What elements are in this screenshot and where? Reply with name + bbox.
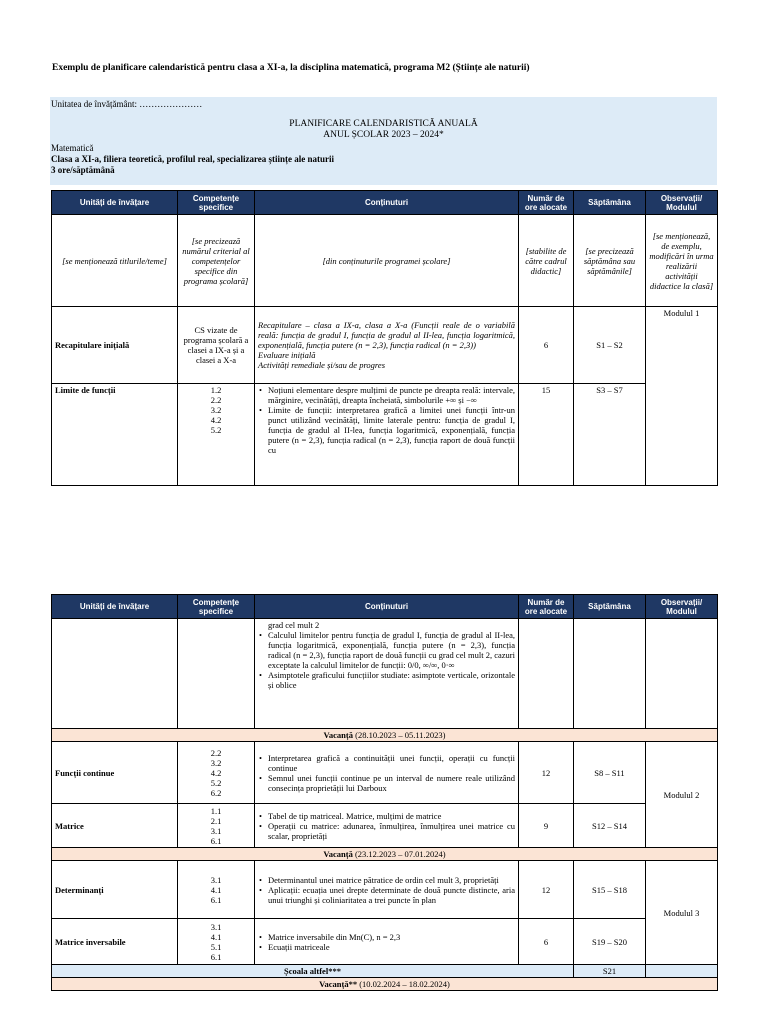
header-competences: Competențe specifice [178, 595, 255, 619]
competence-item: 5.1 [210, 941, 222, 952]
unit-limits: Limite de funcții [52, 384, 178, 486]
competence-item: 3.1 [210, 825, 222, 836]
header-observations: Observații/ Modulul [646, 191, 718, 215]
competence-item: 6.2 [210, 787, 222, 798]
content-bullet: • Noțiuni elementare despre mulțimi de puncte pe dreapta reală: intervale, mărginire, vecinătăți, dreapta încheiată, simbolurile +∞ și −∞ [268, 385, 515, 405]
competence-item: 5.2 [210, 777, 222, 788]
header-units: Unități de învățare [52, 191, 178, 215]
unit-determinants: Determinanți [52, 861, 178, 919]
competence-item: 6.1 [210, 951, 222, 962]
vacation-dates: (28.10.2023 – 05.11.2023) [352, 730, 446, 740]
content-recap-eval: Evaluare inițială [258, 350, 316, 360]
content-bullet: • Operații cu matrice: adunarea, înmulțirea, înmulțirea unei matrice cu scalar, proprietăți [268, 821, 515, 841]
guide-row [52, 215, 718, 307]
competence-item: 1.2 [210, 385, 222, 395]
week-limits: S3 – S7 [574, 384, 646, 486]
content-bullet: • Matrice inversabile din Mn(C), n = 2,3 [268, 932, 515, 942]
competence-item: 4.1 [210, 931, 222, 942]
competences-recap: CS vizate de programa școlară a clasei a IX-a și a clasei a X-a [178, 307, 255, 384]
header-competences: Competențe specifice [178, 191, 255, 215]
header-units: Unități de învățare [52, 595, 178, 619]
guide-hours: [stabilite de către cadrul didactic] [519, 215, 574, 307]
week-matrices: S12 – S14 [574, 804, 646, 848]
header-contents: Conținuturi [255, 595, 519, 619]
competence-item: 3.1 [210, 874, 222, 885]
content-recap-remedial: Activități remediale și/sau de progres [258, 360, 386, 370]
school-different-label: Școala altfel*** [52, 965, 574, 978]
table-row [52, 804, 718, 848]
content-bullet: • Interpretarea grafică a continuității unei funcții, operații cu funcții continue [268, 753, 515, 773]
competence-item: 3.2 [210, 405, 222, 415]
header-week: Săptămâna [574, 595, 646, 619]
guide-contents: [din conținuturile programei școlare] [255, 215, 519, 307]
table-row [52, 384, 718, 486]
week-inverse: S19 – S20 [574, 919, 646, 965]
content-bullet: • Ecuații matriceale [268, 942, 515, 952]
content-bullet: • Determinantul unei matrice pătratice de ordin cel mult 3, proprietăți [268, 875, 515, 885]
vacation-dates: (10.02.2024 – 18.02.2024) [357, 979, 450, 989]
guide-units: [se menționează titlurile/teme] [52, 215, 178, 307]
competence-item: 2.1 [210, 815, 222, 826]
table-row [52, 861, 718, 919]
plan-title: PLANIFICARE CALENDARISTICĂ ANUALĂ [289, 119, 478, 129]
school-different-week: S21 [574, 965, 646, 978]
vacation-dates: (23.12.2023 – 07.01.2024) [352, 849, 446, 859]
class-line: Clasa a XI-a, filiera teoretică, profilul real, specializarea științe ale naturii [51, 154, 335, 164]
header-hours: Număr de ore alocate [519, 191, 574, 215]
vacation-row [52, 978, 718, 991]
week-recap: S1 – S2 [574, 307, 646, 384]
table-row [52, 919, 718, 965]
hours-limits: 15 [519, 384, 574, 486]
vacation-label: Vacanță [323, 849, 353, 859]
module-1: Modulul 1 [646, 307, 718, 486]
competence-item: 2.2 [210, 747, 222, 758]
competence-item: 1.1 [210, 805, 222, 816]
subject-line: Matematică [51, 143, 94, 153]
hours-continuous: 12 [519, 742, 574, 804]
competence-item: 4.2 [210, 767, 222, 778]
header-hours: Număr de ore alocate [519, 595, 574, 619]
school-different-row [52, 965, 718, 978]
content-bullet: • Aplicații: ecuația unei drepte determinate de două puncte distincte, aria unui triunghi și coliniaritatea a trei puncte în plan [268, 885, 515, 905]
document-title: Exemplu de planificare calendaristică pentru clasa a XI-a, la disciplina matematică, programa M2 (Științe ale naturii) [52, 63, 530, 73]
competence-item: 3.2 [210, 757, 222, 768]
module-2: Modulul 2 [646, 742, 718, 848]
competence-item: 4.1 [210, 884, 222, 895]
content-bullet: • Asimptotele graficului funcțiilor studiate: asimptote verticale, orizontale și oblice [268, 670, 515, 690]
vacation-label: Vacanță [323, 730, 353, 740]
module-3: Modulul 3 [646, 861, 718, 965]
competence-item: 3.1 [210, 921, 222, 932]
content-recap: Recapitulare – clasa a IX-a, clasa a X-a (Funcții reale de o variabilă reală: funcția de gradul I, funcția de gradul al II-lea, funcția logaritmică, exponențială, funcția putere (n = 2,3), funcția radical (n = 2,3)) [258, 320, 515, 350]
competence-item: 5.2 [210, 425, 222, 435]
unit-inverse: Matrice inversabile [52, 919, 178, 965]
content-bullet: • Calculul limitelor pentru funcția de gradul I, funcția de gradul al II-lea, funcția logaritmică, exponențială, funcția putere (n = 2,3), funcția radical (n = 2,3), funcția raport de două funcții cu grad cel mult 2, cazuri exceptate la calculul limitelor de funcții: 0/0, ∞/∞, 0·∞ [268, 630, 515, 670]
vacation-label: Vacanță** [319, 979, 358, 989]
week-determinants: S15 – S18 [574, 861, 646, 919]
vacation-row [52, 848, 718, 861]
table-row [52, 742, 718, 804]
school-unit-line: Unitatea de învățământ: ………………… [51, 99, 203, 109]
vacation-row [52, 729, 718, 742]
hours-matrices: 9 [519, 804, 574, 848]
hours-inverse: 6 [519, 919, 574, 965]
guide-competences: [se precizează numărul criterial al competențelor specifice din programa școlară] [178, 215, 255, 307]
content-bullet: • Semnul unei funcții continue pe un interval de numere reale utilizând consecința proprietății lui Darboux [268, 773, 515, 793]
unit-recap: Recapitulare inițială [52, 307, 178, 384]
header-week: Săptămâna [574, 191, 646, 215]
plan-table-page-1 [51, 190, 718, 486]
info-box [50, 97, 717, 185]
header-contents: Conținuturi [255, 191, 519, 215]
guide-observations: [se menționează, de exemplu, modificări în urma realizării activității didactice la clasă] [646, 215, 718, 307]
competence-item: 6.1 [210, 894, 222, 905]
plan-table-page-2 [51, 594, 718, 991]
week-continuous: S8 – S11 [574, 742, 646, 804]
header-observations: Observații/ Modulul [646, 595, 718, 619]
school-year: ANUL ȘCOLAR 2023 – 2024* [323, 130, 444, 140]
unit-matrices: Matrice [52, 804, 178, 848]
hours-recap: 6 [519, 307, 574, 384]
content-continuation: grad cel mult 2 [268, 620, 320, 630]
content-bullet: • Tabel de tip matriceal. Matrice, mulțimi de matrice [268, 811, 515, 821]
content-bullet: • Limite de funcții: interpretarea grafică a limitei unei funcții într-un punct utilizând vecinătăți, limite laterale pentru: funcția de gradul I, funcția de gradul al II-lea, funcția logaritmică, exponențială, funcția putere (n = 2,3), funcția radical (n = 2,3), funcția raport de două funcții cu [268, 405, 515, 455]
table-row [52, 619, 718, 729]
table-row [52, 307, 718, 384]
unit-continuous: Funcții continue [52, 742, 178, 804]
hours-determinants: 12 [519, 861, 574, 919]
competence-item: 6.1 [210, 835, 222, 846]
guide-week: [se precizează săptămâna sau săptămânile] [574, 215, 646, 307]
hours-line: 3 ore/săptămână [51, 165, 115, 175]
competence-item: 2.2 [210, 395, 222, 405]
competence-item: 4.2 [210, 415, 222, 425]
